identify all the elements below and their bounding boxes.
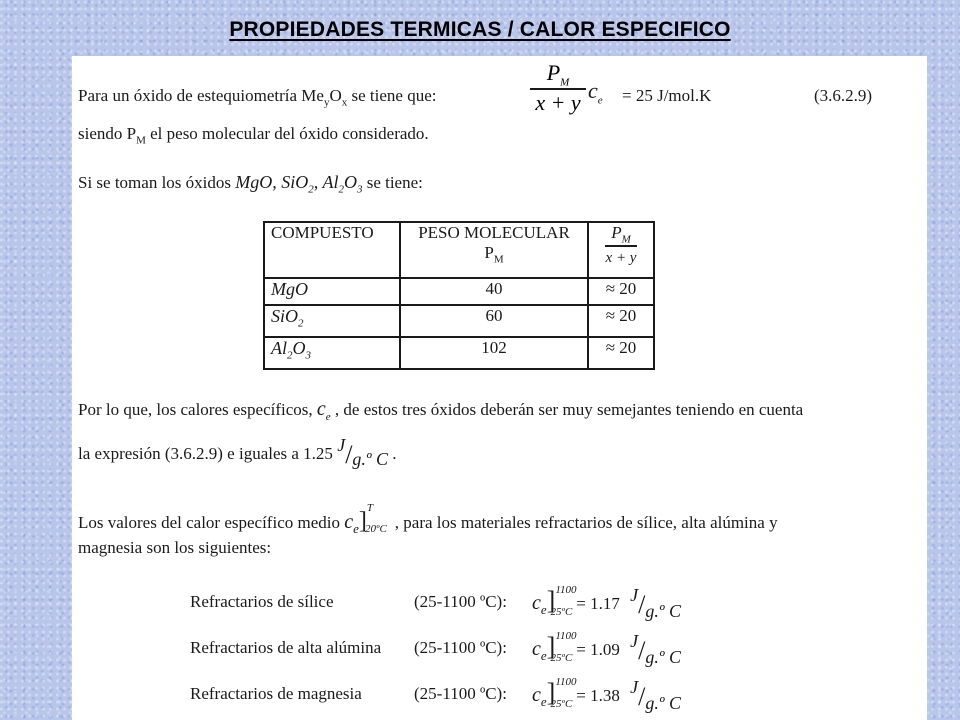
table-cell-compound: $Al_2O_3$ bbox=[264, 337, 400, 369]
refractory-formula: $c_e]^{1100}_{25ºC} = 1.38$ J/g.º C bbox=[532, 676, 681, 713]
intro-text: Para un óxido de estequiometría $Me_yO_x$ se tiene que: bbox=[78, 86, 437, 109]
refractory-name: Refractarios de sílice bbox=[190, 592, 334, 611]
table-row bbox=[264, 337, 654, 369]
refractory-name: Refractarios de magnesia bbox=[190, 684, 362, 703]
header-compound: COMPUESTO bbox=[264, 222, 400, 278]
table-cell-ratio: ≈ 20 bbox=[588, 337, 654, 369]
refractory-range: (25-1100 ºC): bbox=[414, 638, 507, 657]
formula-rhs: = 25 J/mol.K bbox=[622, 86, 712, 105]
table-cell-ratio: ≈ 20 bbox=[588, 305, 654, 337]
formula-ce: $c_e$ bbox=[588, 78, 603, 107]
oxides-table bbox=[263, 221, 655, 370]
formula-fraction: $\frac{P_M}{x + y}$ bbox=[530, 60, 586, 116]
mean-specific-heat-line1: Los valores del calor específico medio $c_e]^T_{20ºC}$ , para los materiales refractarios de sílice, alta alúmina y bbox=[78, 502, 778, 536]
header-weight: PESO MOLECULAR $P_M$ bbox=[400, 222, 588, 278]
molecular-weight-text: siendo $P_M$ el peso molecular del óxido considerado. bbox=[78, 124, 429, 147]
specific-heat-paragraph-line1: Por lo que, los calores específicos, $c_e$ , de estos tres óxidos deberán ser muy semejantes teniendo en cuenta bbox=[78, 398, 804, 423]
table-cell-weight: 40 bbox=[400, 278, 588, 305]
table-cell-ratio: ≈ 20 bbox=[588, 278, 654, 305]
mean-specific-heat-line2: magnesia son los siguientes: bbox=[78, 538, 272, 557]
table-cell-weight: 60 bbox=[400, 305, 588, 337]
table-row bbox=[264, 305, 654, 337]
table-cell-compound: SiO$_2$ bbox=[264, 305, 400, 337]
table-row bbox=[264, 278, 654, 305]
refractory-range: (25-1100 ºC): bbox=[414, 592, 507, 611]
equation-number: (3.6.2.9) bbox=[814, 86, 873, 105]
refractory-name: Refractarios de alta alúmina bbox=[190, 638, 382, 657]
table-header-row bbox=[264, 222, 654, 278]
refractory-formula: $c_e]^{1100}_{25ºC} = 1.09$ J/g.º C bbox=[532, 630, 681, 667]
document-page bbox=[72, 56, 927, 720]
header-ratio: $P_M$ x + y bbox=[588, 222, 654, 278]
page-title: PROPIEDADES TERMICAS / CALOR ESPECIFICO bbox=[229, 18, 731, 41]
table-cell-compound: MgO bbox=[264, 278, 400, 305]
specific-heat-paragraph-line2: la expresión (3.6.2.9) e iguales a 1.25 J/g.º C . bbox=[78, 435, 397, 469]
oxides-text: Si se toman los óxidos MgO, SiO$_2$, $Al_2O_3$ se tiene: bbox=[78, 172, 423, 196]
refractory-range: (25-1100 ºC): bbox=[414, 684, 507, 703]
refractory-formula: $c_e]^{1100}_{25ºC} = 1.17$ J/g.º C bbox=[532, 584, 681, 621]
table-cell-weight: 102 bbox=[400, 337, 588, 369]
